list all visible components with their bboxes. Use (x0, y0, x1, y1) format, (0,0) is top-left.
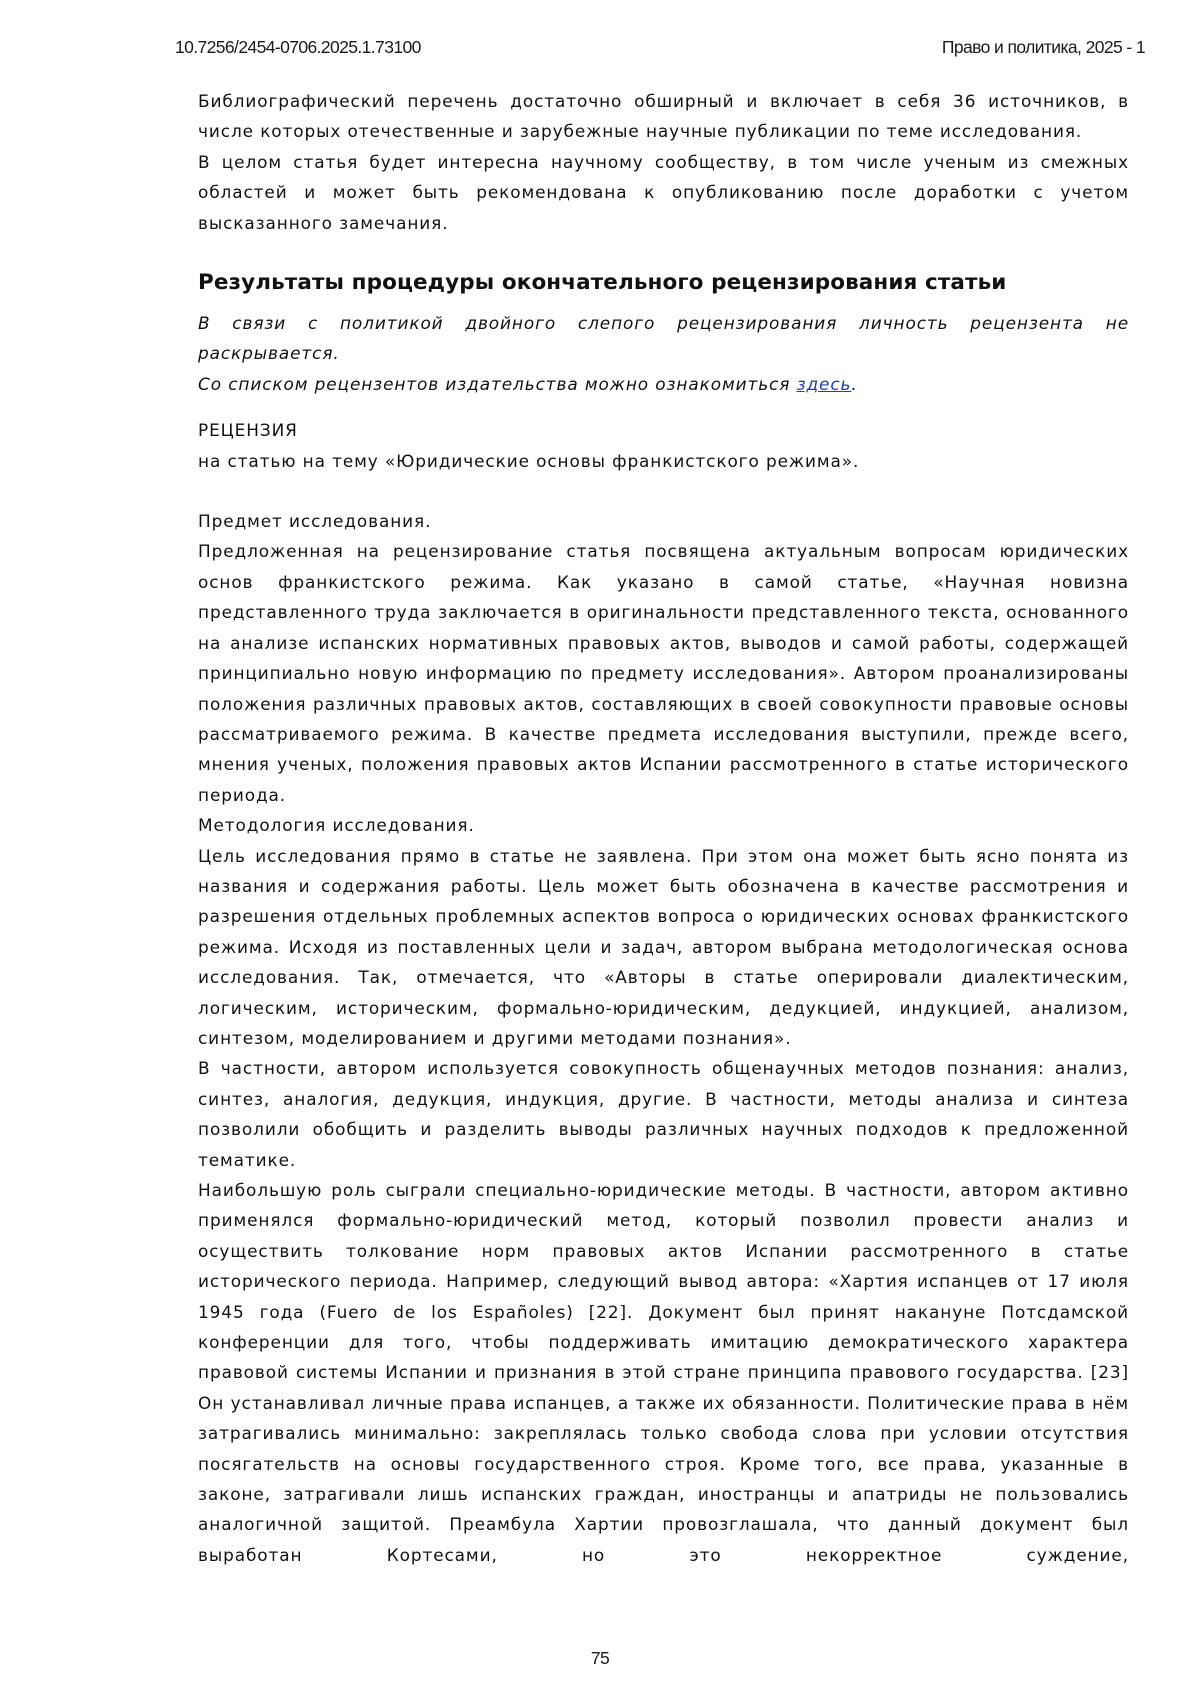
running-header (175, 37, 1145, 61)
intro-paragraph-bibliography: Библиографический перечень достаточно обширный и включает в себя 36 источников, в числе которых отечественные и зарубежные научные публикации по теме исследования. (198, 91, 1129, 142)
reviewers-end: . (851, 373, 858, 394)
subject-heading: Предмет исследования. (198, 511, 432, 532)
page-body (198, 86, 1129, 1570)
methodology-paragraph-legal-methods: Наибольшую роль сыграли специально-юридические методы. В частности, автором активно применялся формально-юридический метод, который позволил провести анализ и осуществить толкование норм правовых актов Испании рассмотренного в статье исторического периода. Например, следующий вывод автора: «Хартия испанцев от 17 июля 1945 года (Fuero de los Españoles) [22]. Документ был принят накануне Потсдамской конференции для того, чтобы поддерживать имитацию демократического характера правовой системы Испании и признания в этой стране принципа правового государства. [23] Он устанавливал личные права испанцев, а также их обязанности. Политические права в нём затрагивались минимально: закреплялась только свобода слова при условии отсутствия посягательств на основы государственного строя. Кроме того, все права, указанные в законе, затрагивали лишь испанских граждан, иностранцы и апатриды не пользовались аналогичной защитой. Преамбула Хартии провозглашала, что данный документ был выработан Кортесами, но это некорректное суждение, (198, 1180, 1129, 1565)
reviewers-link[interactable]: здесь (796, 373, 852, 394)
subject-paragraph: Предложенная на рецензирование статья посвящена актуальным вопросам юридических основ франкистского режима. Как указано в самой статье, «Научная новизна представленного труда заключается в оригинальности представленного текста, основанного на анализе испанских нормативных правовых актов, выводов и самой работы, содержащей принципиально новую информацию по предмету исследования». Автором проанализированы положения различных правовых актов, составляющих в своей совокупности правовые основы рассматриваемого режима. В качестве предмета исследования выступили, прежде всего, мнения ученых, положения правовых актов Испании рассмотренного в статье исторического периода. (198, 541, 1129, 805)
methodology-heading: Методология исследования. (198, 815, 475, 836)
intro-paragraph-conclusion: В целом статья будет интересна научному сообществу, в том числе ученым из смежных областей и может быть рекомендована к опубликованию после доработки с учетом высказанного замечания. (198, 151, 1129, 233)
reviewers-list-note (198, 369, 1129, 399)
review-subject: на статью на тему «Юридические основы франкистского режима». (198, 450, 860, 471)
page-number: 75 (590, 1648, 610, 1668)
methodology-paragraph-general-methods: В частности, автором используется совокупность общенаучных методов познания: анализ, синтез, аналогия, дедукция, индукция, другие. В частности, методы анализа и синтеза позволили обобщить и разделить выводы различных научных подходов к предложенной тематике. (198, 1058, 1129, 1170)
blind-review-note: В связи с политикой двойного слепого рецензирования личность рецензента не раскрывается. (198, 313, 1129, 364)
journal-title: Право и политика, 2025 - 1 (941, 37, 1145, 57)
review-label: РЕЦЕНЗИЯ (198, 420, 298, 441)
methodology-paragraph-goal: Цель исследования прямо в статье не заявлена. При этом она может быть ясно понята из названия и содержания работы. Цель может быть обозначена в качестве рассмотрения и разрешения отдельных проблемных аспектов вопроса о юридических основах франкистского режима. Исходя из поставленных цели и задач, автором выбрана методологическая основа исследования. Так, отмечается, что «Авторы в статье оперировали диалектическим, логическим, историческим, формально-юридическим, дедукцией, индукцией, анализом, синтезом, моделированием и другими методами познания». (198, 845, 1129, 1048)
doi-text: 10.7256/2454-0706.2025.1.73100 (175, 37, 421, 57)
reviewers-text: Со списком рецензентов издательства можно ознакомиться (198, 373, 797, 394)
section-title: Результаты процедуры окончательного рецензирования статьи (198, 270, 1007, 296)
